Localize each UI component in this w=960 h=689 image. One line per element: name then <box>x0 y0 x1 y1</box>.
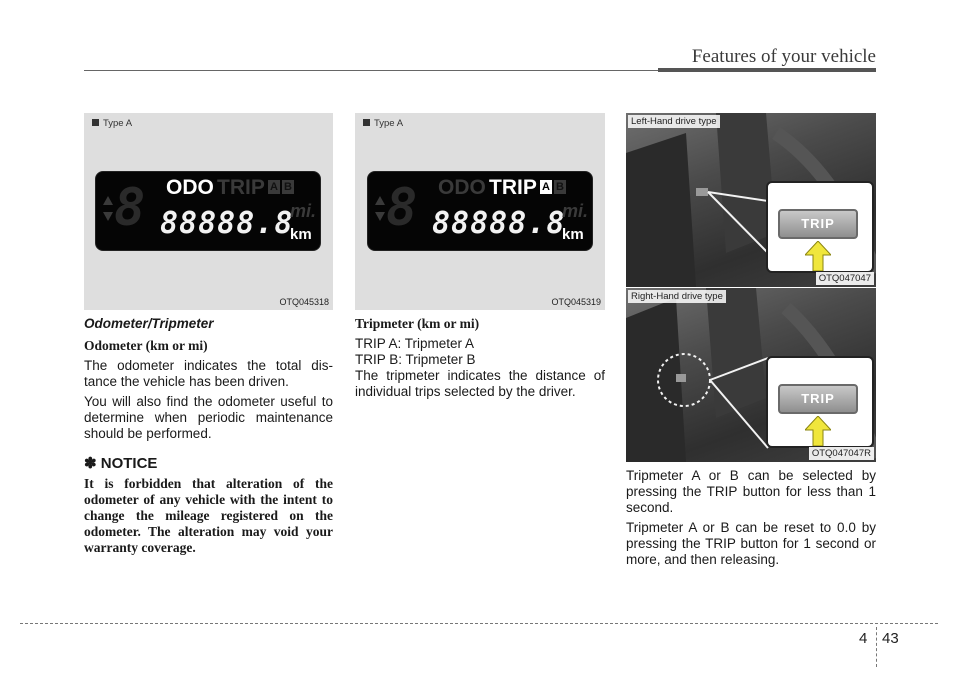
odometer-para-1: The odometer indicates the total dis-tance the vehicle has been driven. <box>84 358 333 389</box>
odometer-display <box>95 171 321 251</box>
up-arrow-icon <box>805 416 831 446</box>
tripmeter-display <box>367 171 593 251</box>
footer-rule <box>20 623 938 624</box>
trip-button-inset <box>766 181 874 273</box>
photo-caption: Right-Hand drive type <box>628 290 726 303</box>
lhd-photo <box>626 113 876 287</box>
figure-type-label <box>92 118 132 129</box>
mi-unit-label: mi. <box>562 201 589 221</box>
trip-b-line: TRIP B: Tripmeter B <box>355 352 476 367</box>
tripmeter-figure <box>355 113 605 310</box>
odometer-figure <box>84 113 333 310</box>
trip-label: TRIP <box>217 176 265 199</box>
odo-label: ODO <box>166 176 214 199</box>
odometer-para-2: You will also find the odometer useful to determine when periodic maintenance should be performed. <box>84 394 333 441</box>
trip-label: TRIP <box>489 176 537 199</box>
page-number-divider <box>876 627 877 667</box>
select-tripmeter-para: Tripmeter A or B can be selected by pressing the TRIP button for less than 1 second. <box>626 468 876 515</box>
tripmeter-digits: 88888.8 <box>432 206 566 241</box>
figure-type-text: Type A <box>103 118 133 129</box>
trip-b-indicator: B <box>282 180 294 194</box>
trip-button: TRIP <box>778 209 858 239</box>
tripmeter-subtitle: Tripmeter (km or mi) <box>355 316 480 331</box>
trip-a-indicator: A <box>540 180 552 194</box>
figure-type-label <box>363 118 403 129</box>
odo-label: ODO <box>438 176 486 199</box>
figure-code: OTQ045318 <box>279 297 329 307</box>
up-arrow-icon <box>805 241 831 271</box>
section-number: 4 <box>859 630 868 647</box>
notice-body: It is forbidden that alteration of the odometer of any vehicle with the intent to change the mileage registered on the odometer. The alteration may void your warranty coverage. <box>84 476 333 555</box>
figure-type-text: Type A <box>374 118 404 129</box>
page-number: 43 <box>882 630 899 647</box>
header-rule-accent <box>658 68 876 72</box>
up-arrow-icon <box>375 196 385 205</box>
trip-button: TRIP <box>778 384 858 414</box>
km-unit-label: km <box>290 226 312 243</box>
photo-caption: Left-Hand drive type <box>628 115 720 128</box>
odometer-subtitle: Odometer (km or mi) <box>84 338 208 353</box>
right-column <box>626 468 876 572</box>
photo-code: OTQ047047R <box>809 447 874 460</box>
rhd-photo <box>626 288 876 462</box>
km-unit-label: km <box>562 226 584 243</box>
down-arrow-icon <box>103 212 113 221</box>
trip-a-line: TRIP A: Tripmeter A <box>355 336 475 351</box>
page-header-title: Features of your vehicle <box>691 46 876 67</box>
down-arrow-icon <box>375 212 385 221</box>
square-bullet-icon <box>363 119 370 126</box>
trip-b-indicator: B <box>554 180 566 194</box>
photo-code: OTQ047047 <box>816 272 874 285</box>
tripmeter-para: The tripmeter indicates the distance of individual trips selected by the driver. <box>355 368 605 399</box>
segment-digit: 8 <box>386 178 418 238</box>
left-column <box>84 316 333 556</box>
middle-column <box>355 316 605 404</box>
trip-button-inset <box>766 356 874 448</box>
up-arrow-icon <box>103 196 113 205</box>
square-bullet-icon <box>92 119 99 126</box>
segment-digit: 8 <box>114 178 146 238</box>
trip-a-indicator: A <box>268 180 280 194</box>
mi-unit-label: mi. <box>290 201 317 221</box>
reset-tripmeter-para: Tripmeter A or B can be reset to 0.0 by pressing the TRIP button for 1 second or more, and then releasing. <box>626 520 876 567</box>
notice-title: ✽ NOTICE <box>84 455 158 472</box>
section-title: Odometer/Tripmeter <box>84 316 214 331</box>
figure-code: OTQ045319 <box>551 297 601 307</box>
odometer-digits: 88888.8 <box>160 206 294 241</box>
